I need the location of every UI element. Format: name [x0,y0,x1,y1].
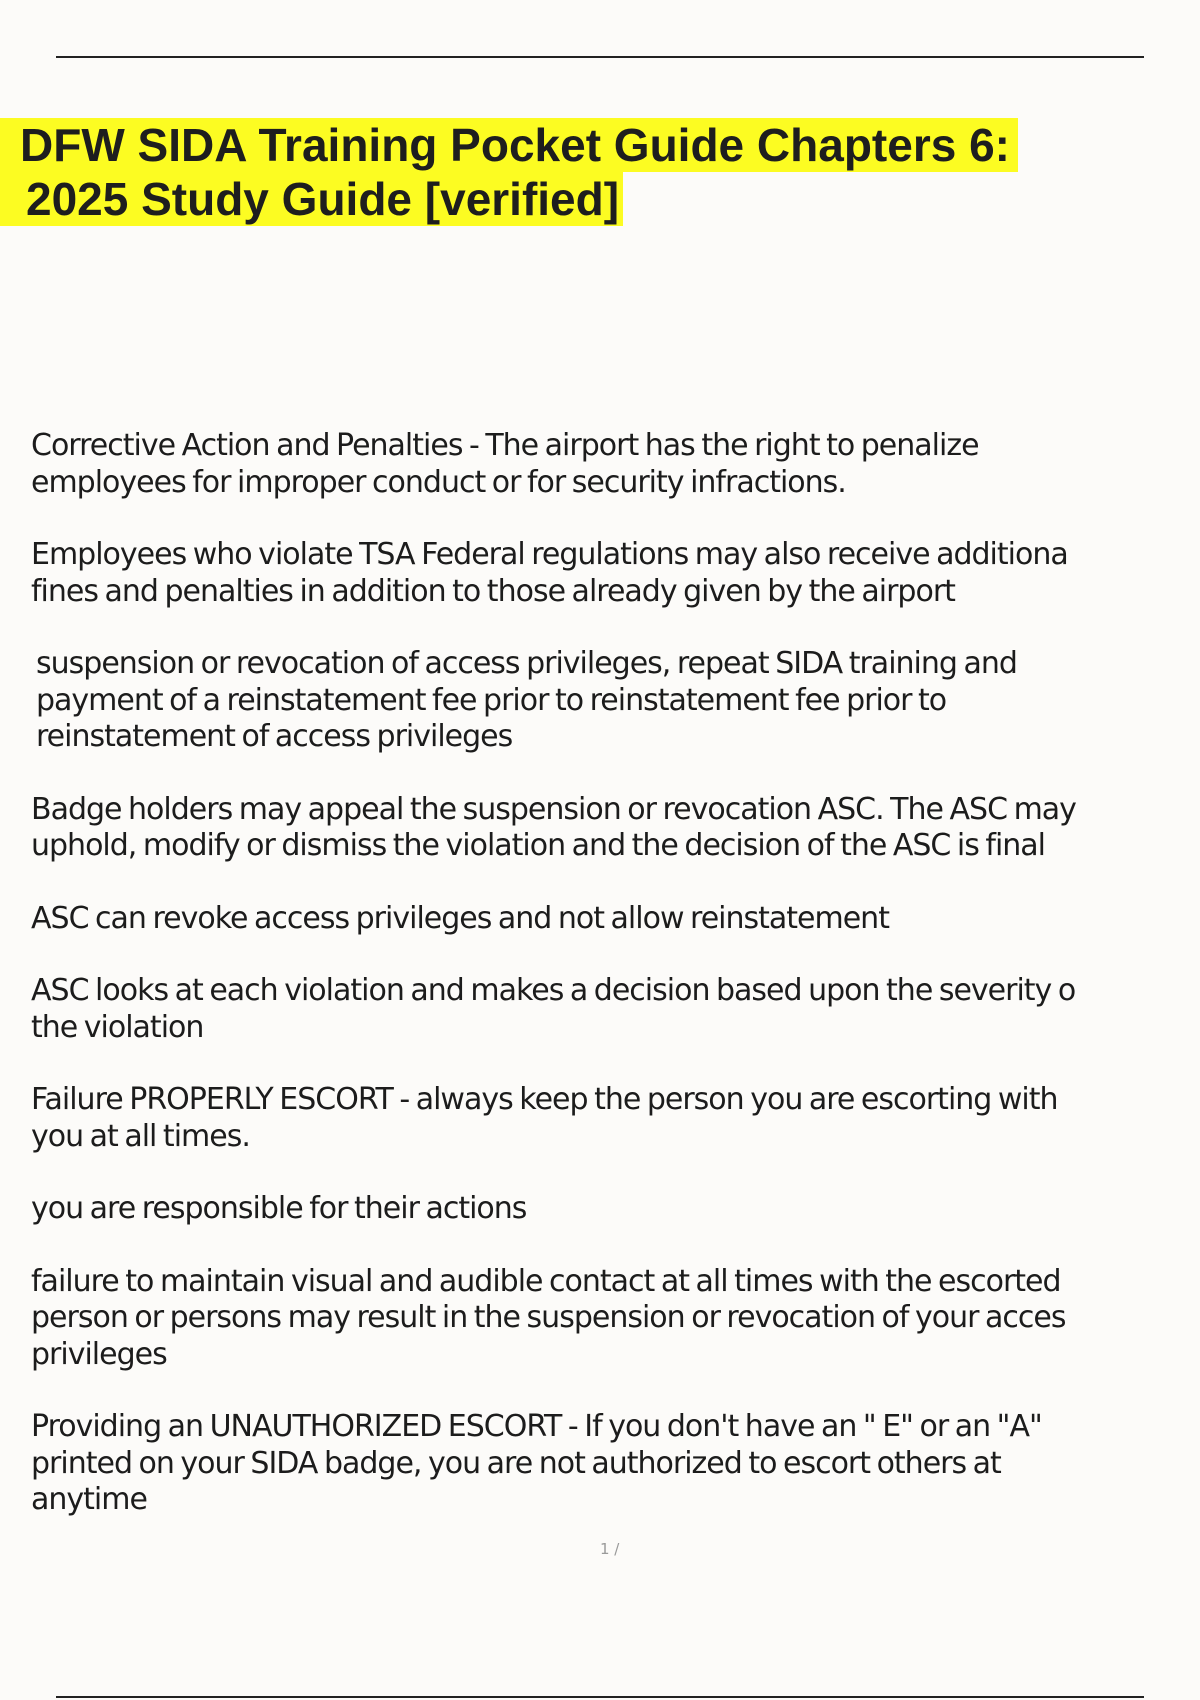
paragraph-asc-revoke [31,901,1200,938]
text-line: suspension or revocation of access privileges, repeat SIDA training and [36,646,1017,681]
text-line: ASC looks at each violation and makes a decision based upon the severity o [31,973,1076,1008]
text-line: ASC can revoke access privileges and not allow reinstatement [31,900,889,936]
text-line: fines and penalties in addition to those already given by the airport [31,573,955,609]
text-line: privileges [31,1336,167,1372]
text-line: payment of a reinstatement fee prior to reinstatement fee prior to [36,682,947,718]
bottom-rule [56,1696,1144,1698]
document-title [0,118,1200,226]
text-line: the violation [31,1009,204,1045]
text-line: anytime [31,1482,147,1517]
paragraph-corrective-action [31,428,1200,501]
text-line: person or persons may result in the suspension or revocation of your acces [31,1300,1066,1335]
text-line: failure to maintain visual and audible contact at all times with the escorted [31,1263,1061,1299]
text-line: uphold, modify or dismiss the violation and the decision of the ASC is final [31,828,1046,863]
document-body [31,428,1200,1555]
text-line: reinstatement of access privileges [36,719,513,754]
paragraph-proper-escort [31,1082,1200,1155]
top-rule [56,56,1144,58]
paragraph-asc-severity [31,973,1200,1046]
text-line: Employees who violate TSA Federal regulations may also receive additiona [31,537,1068,572]
paragraph-suspension [31,646,1200,756]
page-number: 1 / [600,1540,620,1558]
text-line: Corrective Action and Penalties - The airport has the right to penalize [31,428,979,463]
text-line: Badge holders may appeal the suspension or revocation ASC. The ASC may [31,791,1076,827]
text-line: Failure PROPERLY ESCORT - always keep the person you are escorting with [31,1082,1058,1117]
title-line-1: DFW SIDA Training Pocket Guide Chapters 6: [0,118,1018,172]
text-line: employees for improper conduct or for security infractions. [31,464,846,500]
title-line-2: 2025 Study Guide [verified] [0,172,623,226]
paragraph-visual-contact [31,1264,1200,1374]
paragraph-tsa-violations [31,537,1200,610]
text-line: you at all times. [31,1118,250,1154]
text-line: printed on your SIDA badge, you are not authorized to escort others at [31,1445,1001,1481]
paragraph-unauthorized-escort [31,1409,1200,1519]
paragraph-appeal [31,792,1200,865]
paragraph-responsible [31,1191,1200,1228]
text-line: you are responsible for their actions [31,1191,527,1226]
text-line: Providing an UNAUTHORIZED ESCORT - If you don't have an " E" or an "A" [31,1409,1042,1444]
